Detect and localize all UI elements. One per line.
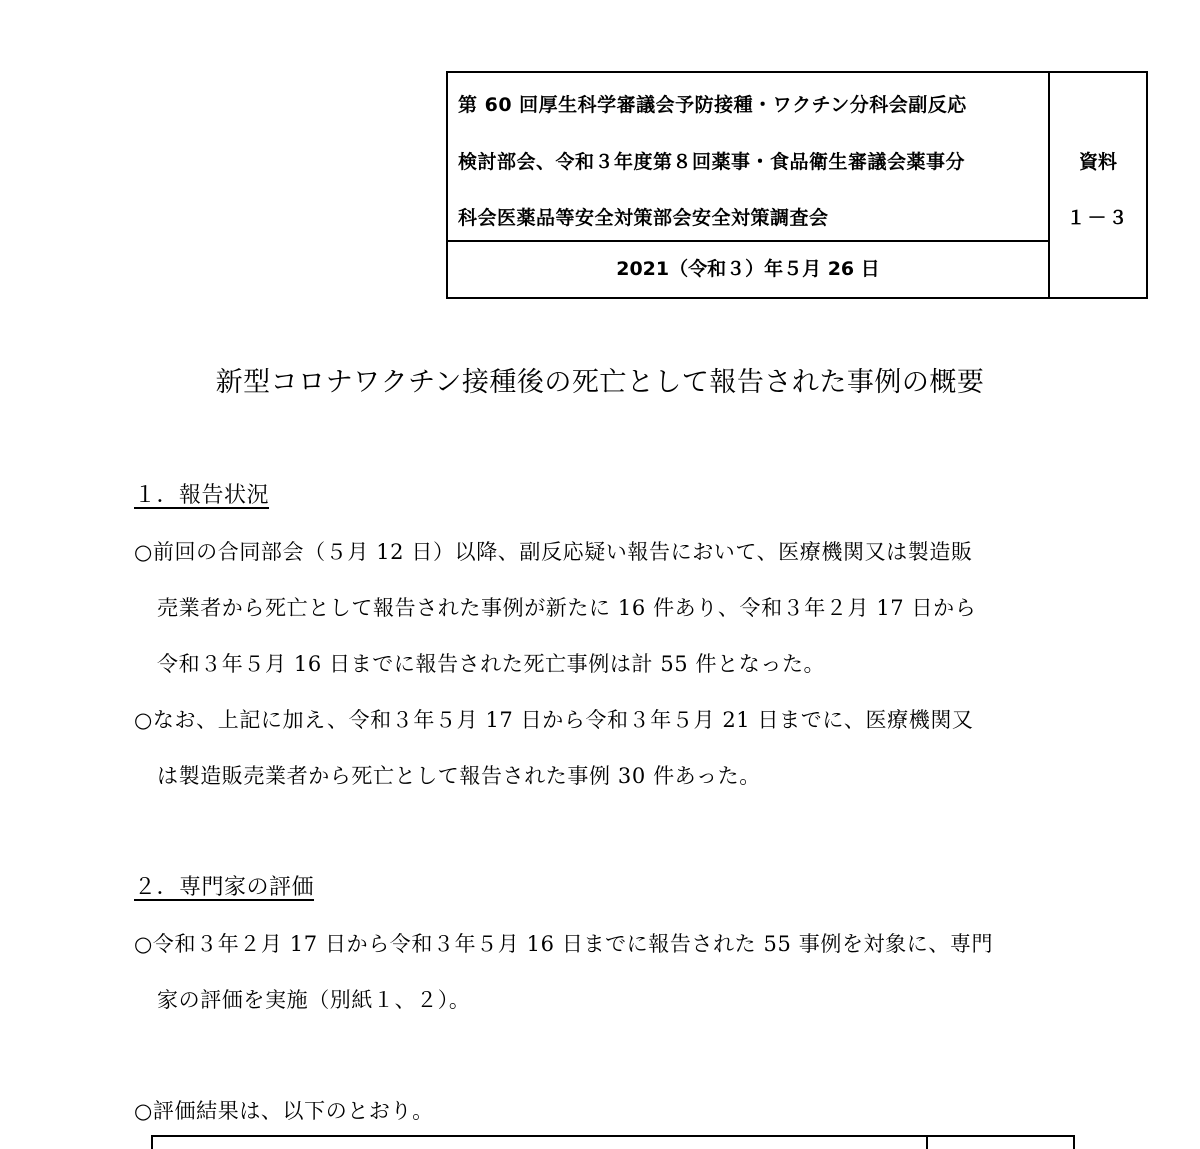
section-1-line-1: ○前回の合同部会（５月 12 日）以降、副反応疑い報告において、医療機関又は製造販 (134, 540, 973, 564)
table-column-divider (926, 1137, 928, 1149)
document-number: １－３ (1066, 207, 1130, 229)
meeting-name-cell (448, 73, 1048, 242)
meeting-date: 2021（令和３）年５月 26 日 (616, 258, 880, 280)
section-1-line-4: ○なお、上記に加え、令和３年５月 17 日から令和３年５月 21 日までに、医療機関又 (134, 708, 974, 732)
evaluation-result-table (151, 1135, 1075, 1149)
section-2-line-1: ○令和３年２月 17 日から令和３年５月 16 日までに報告された 55 事例を対象に、専門 (134, 932, 994, 956)
section-1-line-5: は製造販売業者から死亡として報告された事例 30 件あった。 (157, 764, 761, 788)
meeting-name-line-2: 検討部会、令和３年度第８回薬事・食品衛生審議会薬事分 (458, 151, 966, 173)
section-1-line-2: 売業者から死亡として報告された事例が新たに 16 件あり、令和３年２月 17 日から (157, 596, 977, 620)
document-title: 新型コロナワクチン接種後の死亡として報告された事例の概要 (215, 367, 985, 398)
section-1-heading: １．報告状況 (134, 483, 270, 508)
evaluation-result-intro: ○評価結果は、以下のとおり。 (134, 1099, 434, 1123)
meeting-name-line-1: 第 60 回厚生科学審議会予防接種・ワクチン分科会副反応 (458, 94, 967, 116)
section-1-line-3: 令和３年５月 16 日までに報告された死亡事例は計 55 件となった。 (157, 652, 826, 676)
meeting-info-left (448, 73, 1050, 297)
section-2-line-2: 家の評価を実施（別紙１、２）。 (157, 988, 471, 1012)
document-id-cell (1050, 73, 1146, 297)
section-2-heading: ２．専門家の評価 (134, 875, 315, 900)
document-label: 資料 (1078, 151, 1117, 173)
meeting-info-box (446, 71, 1148, 299)
meeting-name-line-3: 科会医薬品等安全対策部会安全対策調査会 (458, 207, 829, 229)
